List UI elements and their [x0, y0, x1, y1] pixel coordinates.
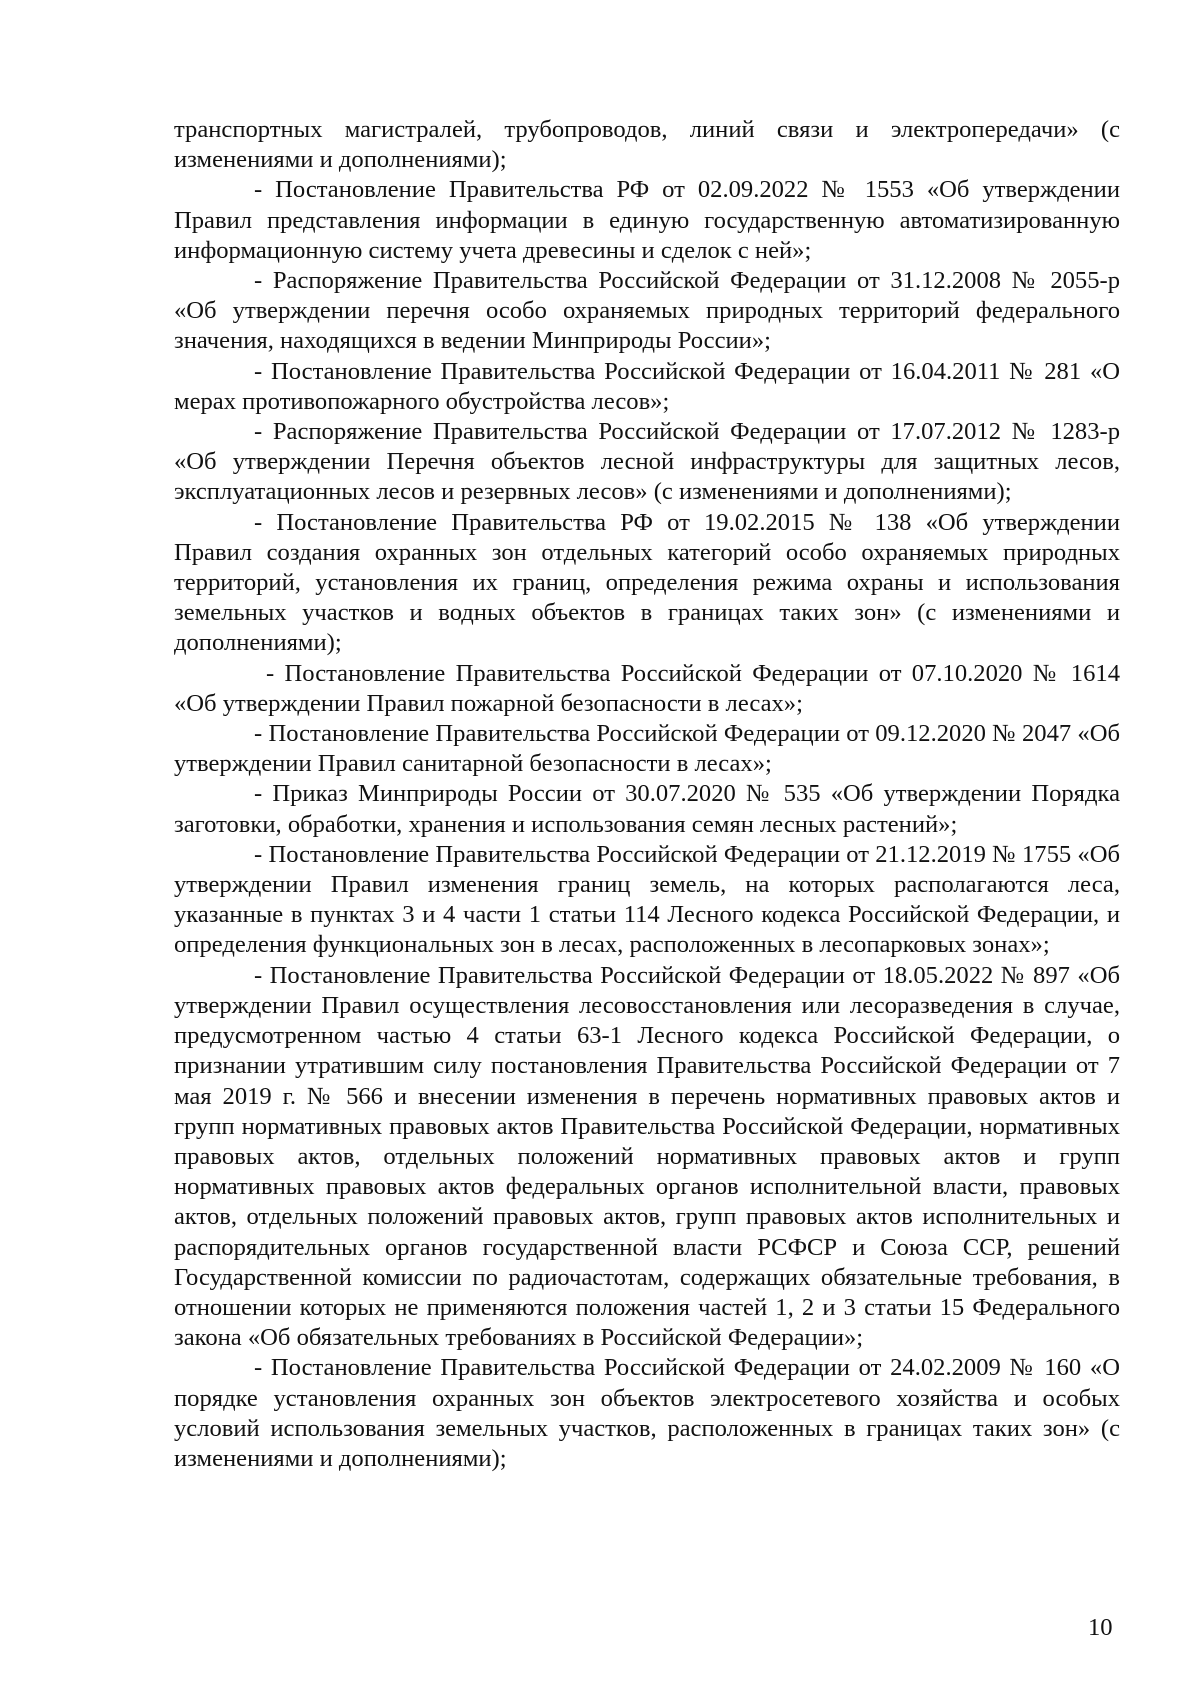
paragraph-resolution-281: - Постановление Правительства Российской Федерации от 16.04.2011 № 281 «О мерах противопожарного обустройства лесов»;	[174, 357, 1120, 415]
paragraph-resolution-1614: - Постановление Правительства Российской Федерации от 07.10.2020 № 1614 «Об утверждении Правил пожарной безопасности в лесах»;	[174, 659, 1120, 717]
page-number: 10	[1088, 1614, 1113, 1641]
paragraph-resolution-897: - Постановление Правительства Российской Федерации от 18.05.2022 № 897 «Об утверждении Правил осуществления лесовосстановления или лесоразведения в случае, предусмотренном частью 4 статьи 63-1 Лесного кодекса Российской Федерации, о признании утратившим силу постановления Правительства Российской Федерации от 7 мая 2019 г. № 566 и внесении изменения в перечень нормативных правовых актов и групп нормативных правовых актов Правительства Российской Федерации, нормативных правовых актов, отдельных положений нормативных правовых актов и групп нормативных правовых актов федеральных органов исполнительной власти, правовых актов, отдельных положений правовых актов, групп правовых актов исполнительных и распорядительных органов государственной власти РСФСР и Союза ССР, решений Государственной комиссии по радиочастотам, содержащих обязательные требования, в отношении которых не применяются положения частей 1, 2 и 3 статьи 15 Федерального закона «Об обязательных требованиях в Российской Федерации»;	[174, 961, 1120, 1352]
paragraph-order-535: - Приказ Минприроды России от 30.07.2020 № 535 «Об утверждении Порядка заготовки, обработки, хранения и использования семян лесных растений»;	[174, 780, 1120, 838]
paragraph-order-1283: - Распоряжение Правительства Российской Федерации от 17.07.2012 № 1283-р «Об утверждении Перечня объектов лесной инфраструктуры для защитных лесов, эксплуатационных лесов и резервных лесов» (с изменениями и дополнениями);	[174, 418, 1120, 506]
paragraph-resolution-138: - Постановление Правительства РФ от 19.02.2015 № 138 «Об утверждении Правил создания охранных зон отдельных категорий особо охраняемых природных территорий, установления их границ, определения режима охраны и использования земельных участков и водных объектов в границах таких зон» (с изменениями и дополнениями);	[174, 508, 1120, 657]
paragraph-continuation: транспортных магистралей, трубопроводов, линий связи и электропередачи» (с изменениями и дополнениями);	[174, 116, 1120, 174]
paragraph-resolution-1553: - Постановление Правительства РФ от 02.09.2022 № 1553 «Об утверждении Правил представления информации в единую государственную автоматизированную информационную систему учета древесины и сделок с ней»;	[174, 176, 1120, 264]
document-body	[174, 115, 1120, 1474]
paragraph-resolution-2047: - Постановление Правительства Российской Федерации от 09.12.2020 № 2047 «Об утверждении Правил санитарной безопасности в лесах»;	[174, 720, 1120, 778]
paragraph-resolution-160: - Постановление Правительства Российской Федерации от 24.02.2009 № 160 «О порядке установления охранных зон объектов электросетевого хозяйства и особых условий использования земельных участков, расположенных в границах таких зон» (с изменениями и дополнениями);	[174, 1354, 1120, 1472]
paragraph-resolution-1755: - Постановление Правительства Российской Федерации от 21.12.2019 № 1755 «Об утверждении Правил изменения границ земель, на которых располагаются леса, указанные в пунктах 3 и 4 части 1 статьи 114 Лесного кодекса Российской Федерации, и определения функциональных зон в лесах, расположенных в лесопарковых зонах»;	[174, 840, 1120, 959]
paragraph-order-2055: - Распоряжение Правительства Российской Федерации от 31.12.2008 № 2055-р «Об утверждении перечня особо охраняемых природных территорий федерального значения, находящихся в ведении Минприроды России»;	[174, 267, 1120, 355]
